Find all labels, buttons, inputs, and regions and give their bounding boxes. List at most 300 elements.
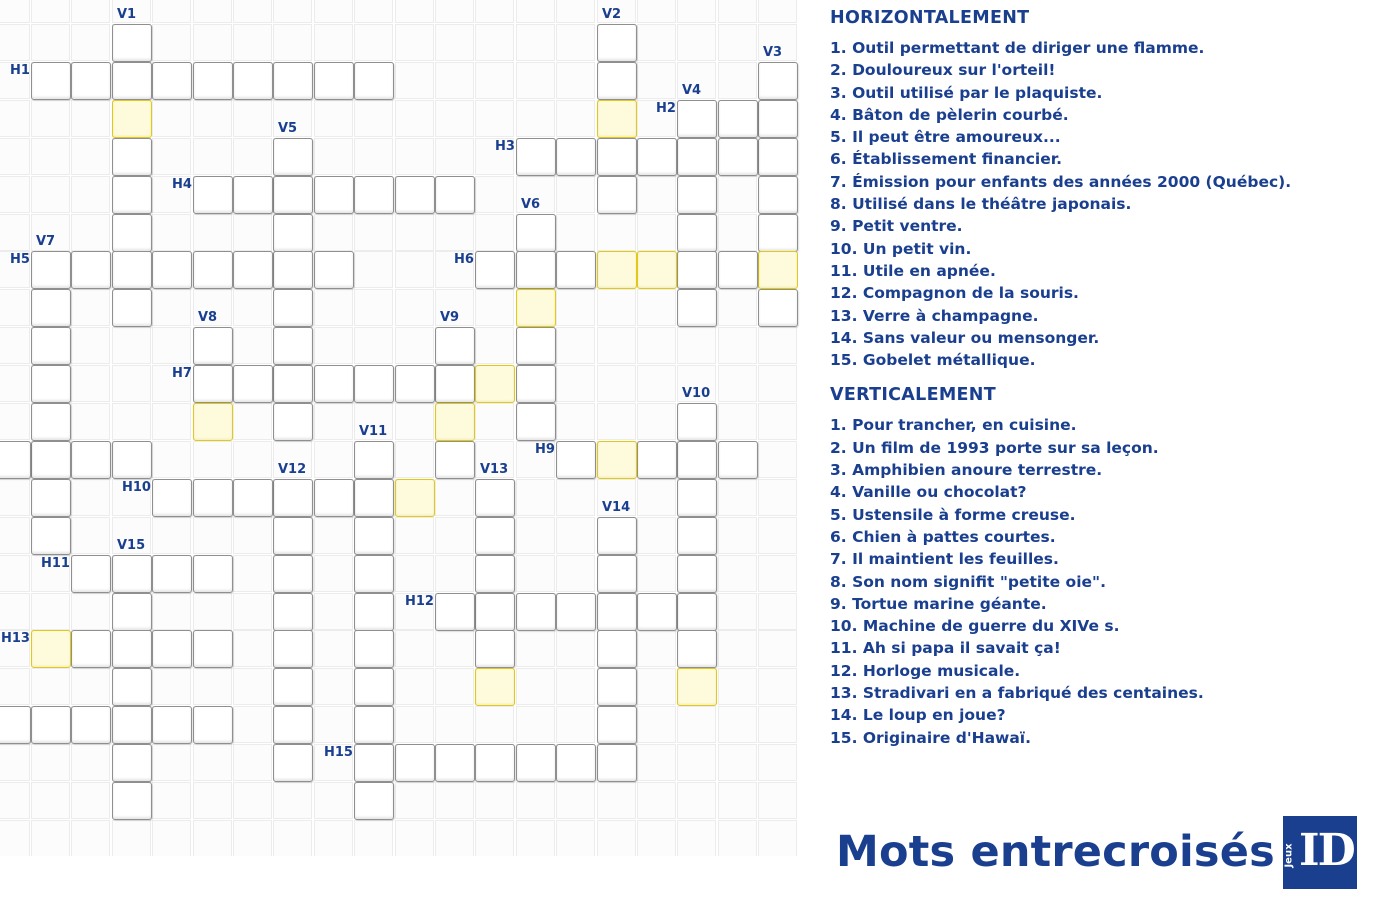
- letter-cell[interactable]: [758, 289, 798, 327]
- letter-cell[interactable]: [233, 62, 273, 100]
- down-clue: 1. Pour trancher, en cuisine.: [830, 416, 1077, 435]
- word-number-label: H10: [122, 480, 151, 495]
- letter-cell[interactable]: [193, 327, 233, 365]
- letter-cell[interactable]: [273, 176, 313, 214]
- grid-background-cell: [314, 593, 353, 630]
- grid-background-cell: [395, 138, 434, 175]
- grid-background-cell: [435, 630, 474, 667]
- across-clue: 12. Compagnon de la souris.: [830, 284, 1079, 303]
- letter-cell[interactable]: [31, 62, 71, 100]
- grid-background-cell: [233, 441, 272, 478]
- grid-background-cell: [273, 820, 312, 856]
- letter-cell[interactable]: [31, 706, 71, 744]
- letter-cell[interactable]: [273, 62, 313, 100]
- grid-background-cell: [152, 820, 191, 856]
- letter-cell[interactable]: [597, 517, 637, 555]
- grid-background-cell: [718, 176, 757, 213]
- letter-cell[interactable]: [112, 668, 152, 706]
- letter-cell[interactable]: [597, 630, 637, 668]
- letter-cell[interactable]: [193, 630, 233, 668]
- highlighted-letter-cell[interactable]: [597, 441, 637, 479]
- letter-cell[interactable]: [354, 62, 394, 100]
- letter-cell[interactable]: [71, 706, 111, 744]
- letter-cell[interactable]: [637, 138, 677, 176]
- grid-background-cell: [758, 820, 797, 856]
- letter-cell[interactable]: [273, 365, 313, 403]
- highlighted-letter-cell[interactable]: [475, 668, 515, 706]
- word-number-label: H3: [495, 139, 515, 154]
- letter-cell[interactable]: [395, 744, 435, 782]
- down-clue: 5. Ustensile à forme creuse.: [830, 505, 1076, 524]
- grid-background-cell: [758, 517, 797, 554]
- grid-background-cell: [395, 62, 434, 99]
- letter-cell[interactable]: [71, 251, 111, 289]
- grid-background-cell: [516, 517, 555, 554]
- letter-cell[interactable]: [152, 555, 192, 593]
- letter-cell[interactable]: [31, 479, 71, 517]
- letter-cell[interactable]: [112, 706, 152, 744]
- letter-cell[interactable]: [475, 744, 515, 782]
- letter-cell[interactable]: [677, 289, 717, 327]
- letter-cell[interactable]: [475, 479, 515, 517]
- letter-cell[interactable]: [273, 251, 313, 289]
- letter-cell[interactable]: [112, 138, 152, 176]
- grid-background-cell: [273, 0, 312, 23]
- grid-background-cell: [395, 214, 434, 251]
- across-clue: 2. Douloureux sur l'orteil!: [830, 61, 1056, 80]
- grid-background-cell: [31, 138, 70, 175]
- letter-cell[interactable]: [516, 214, 556, 252]
- grid-background-cell: [395, 517, 434, 554]
- grid-background-cell: [71, 327, 110, 364]
- grid-background-cell: [718, 214, 757, 251]
- letter-cell[interactable]: [677, 517, 717, 555]
- grid-background-cell: [152, 593, 191, 630]
- grid-background-cell: [71, 403, 110, 440]
- letter-cell[interactable]: [354, 593, 394, 631]
- grid-background-cell: [71, 782, 110, 819]
- grid-background-cell: [475, 24, 514, 61]
- letter-cell[interactable]: [0, 441, 31, 479]
- letter-cell[interactable]: [758, 62, 798, 100]
- letter-cell[interactable]: [314, 365, 354, 403]
- grid-background-cell: [0, 138, 30, 175]
- grid-background-cell: [516, 555, 555, 592]
- letter-cell[interactable]: [193, 176, 233, 214]
- letter-cell[interactable]: [677, 555, 717, 593]
- letter-cell[interactable]: [112, 176, 152, 214]
- highlighted-letter-cell[interactable]: [677, 668, 717, 706]
- grid-background-cell: [273, 782, 312, 819]
- down-clue: 8. Son nom signifit "petite oie".: [830, 572, 1106, 591]
- grid-background-cell: [637, 668, 676, 705]
- word-number-label: H1: [10, 63, 30, 78]
- across-clue: 14. Sans valeur ou mensonger.: [830, 328, 1100, 347]
- letter-cell[interactable]: [0, 706, 31, 744]
- grid-background-cell: [718, 706, 757, 743]
- grid-background-cell: [718, 555, 757, 592]
- grid-background-cell: [233, 100, 272, 137]
- grid-background-cell: [152, 744, 191, 781]
- letter-cell[interactable]: [31, 365, 71, 403]
- letter-cell[interactable]: [395, 365, 435, 403]
- letter-cell[interactable]: [556, 593, 596, 631]
- down-clue: 10. Machine de guerre du XIVe s.: [830, 617, 1120, 636]
- grid-background-cell: [556, 668, 595, 705]
- grid-background-cell: [31, 820, 70, 856]
- across-clue: 5. Il peut être amoureux...: [830, 128, 1061, 147]
- letter-cell[interactable]: [475, 593, 515, 631]
- grid-background-cell: [758, 403, 797, 440]
- letter-cell[interactable]: [597, 176, 637, 214]
- letter-cell[interactable]: [273, 403, 313, 441]
- letter-cell[interactable]: [273, 289, 313, 327]
- letter-cell[interactable]: [152, 251, 192, 289]
- letter-cell[interactable]: [758, 214, 798, 252]
- letter-cell[interactable]: [597, 62, 637, 100]
- letter-cell[interactable]: [597, 668, 637, 706]
- word-number-label: V3: [763, 45, 783, 60]
- letter-cell[interactable]: [273, 668, 313, 706]
- across-clue: 9. Petit ventre.: [830, 217, 963, 236]
- grid-background-cell: [758, 327, 797, 364]
- grid-background-cell: [0, 668, 30, 705]
- letter-cell[interactable]: [273, 706, 313, 744]
- highlighted-letter-cell[interactable]: [31, 630, 71, 668]
- grid-background-cell: [758, 593, 797, 630]
- letter-cell[interactable]: [273, 593, 313, 631]
- letter-cell[interactable]: [516, 593, 556, 631]
- grid-background-cell: [395, 441, 434, 478]
- grid-background-cell: [0, 782, 30, 819]
- grid-background-cell: [193, 24, 232, 61]
- grid-background-cell: [516, 668, 555, 705]
- letter-cell[interactable]: [354, 744, 394, 782]
- letter-cell[interactable]: [273, 744, 313, 782]
- down-clue: 13. Stradivari en a fabriqué des centaines.: [830, 684, 1204, 703]
- letter-cell[interactable]: [31, 251, 71, 289]
- letter-cell[interactable]: [152, 706, 192, 744]
- word-number-label: V6: [521, 197, 541, 212]
- letter-cell[interactable]: [193, 62, 233, 100]
- grid-background-cell: [758, 555, 797, 592]
- grid-background-cell: [0, 365, 30, 402]
- grid-background-cell: [556, 289, 595, 326]
- grid-background-cell: [71, 365, 110, 402]
- down-clue: 3. Amphibien anoure terrestre.: [830, 461, 1103, 480]
- letter-cell[interactable]: [677, 251, 717, 289]
- letter-cell[interactable]: [112, 782, 152, 820]
- letter-cell[interactable]: [112, 62, 152, 100]
- letter-cell[interactable]: [193, 706, 233, 744]
- letter-cell[interactable]: [516, 365, 556, 403]
- highlighted-letter-cell[interactable]: [193, 403, 233, 441]
- letter-cell[interactable]: [71, 62, 111, 100]
- letter-cell[interactable]: [718, 251, 758, 289]
- jeux-id-logo: [1283, 816, 1357, 889]
- letter-cell[interactable]: [718, 138, 758, 176]
- letter-cell[interactable]: [677, 593, 717, 631]
- letter-cell[interactable]: [273, 630, 313, 668]
- letter-cell[interactable]: [112, 24, 152, 62]
- grid-background-cell: [677, 820, 716, 856]
- grid-background-cell: [597, 820, 636, 856]
- grid-background-cell: [435, 820, 474, 856]
- grid-background-cell: [0, 176, 30, 213]
- letter-cell[interactable]: [597, 744, 637, 782]
- letter-cell[interactable]: [273, 327, 313, 365]
- letter-cell[interactable]: [395, 176, 435, 214]
- letter-cell[interactable]: [31, 289, 71, 327]
- letter-cell[interactable]: [31, 327, 71, 365]
- letter-cell[interactable]: [435, 365, 475, 403]
- grid-background-cell: [354, 214, 393, 251]
- letter-cell[interactable]: [71, 441, 111, 479]
- letter-cell[interactable]: [677, 138, 717, 176]
- letter-cell[interactable]: [314, 62, 354, 100]
- grid-background-cell: [758, 441, 797, 478]
- word-number-label: H11: [41, 556, 70, 571]
- letter-cell[interactable]: [152, 62, 192, 100]
- grid-background-cell: [475, 403, 514, 440]
- grid-background-cell: [31, 176, 70, 213]
- letter-cell[interactable]: [193, 479, 233, 517]
- letter-cell[interactable]: [637, 441, 677, 479]
- letter-cell[interactable]: [112, 251, 152, 289]
- letter-cell[interactable]: [354, 782, 394, 820]
- letter-cell[interactable]: [597, 138, 637, 176]
- letter-cell[interactable]: [435, 327, 475, 365]
- letter-cell[interactable]: [273, 555, 313, 593]
- letter-cell[interactable]: [233, 251, 273, 289]
- grid-background-cell: [516, 479, 555, 516]
- letter-cell[interactable]: [31, 517, 71, 555]
- letter-cell[interactable]: [718, 100, 758, 138]
- highlighted-letter-cell[interactable]: [395, 479, 435, 517]
- grid-background-cell: [475, 289, 514, 326]
- letter-cell[interactable]: [112, 214, 152, 252]
- letter-cell[interactable]: [193, 555, 233, 593]
- letter-cell[interactable]: [233, 365, 273, 403]
- letter-cell[interactable]: [233, 479, 273, 517]
- letter-cell[interactable]: [112, 289, 152, 327]
- across-clue: 11. Utile en apnée.: [830, 261, 996, 280]
- grid-background-cell: [395, 289, 434, 326]
- letter-cell[interactable]: [556, 744, 596, 782]
- grid-background-cell: [31, 100, 70, 137]
- letter-cell[interactable]: [435, 176, 475, 214]
- letter-cell[interactable]: [718, 441, 758, 479]
- grid-background-cell: [556, 0, 595, 23]
- grid-background-cell: [718, 327, 757, 364]
- letter-cell[interactable]: [273, 214, 313, 252]
- letter-cell[interactable]: [597, 706, 637, 744]
- letter-cell[interactable]: [273, 517, 313, 555]
- grid-background-cell: [475, 327, 514, 364]
- grid-background-cell: [556, 706, 595, 743]
- letter-cell[interactable]: [314, 251, 354, 289]
- letter-cell[interactable]: [516, 744, 556, 782]
- grid-background-cell: [556, 176, 595, 213]
- highlighted-letter-cell[interactable]: [516, 289, 556, 327]
- letter-cell[interactable]: [475, 517, 515, 555]
- letter-cell[interactable]: [677, 100, 717, 138]
- grid-background-cell: [193, 138, 232, 175]
- letter-cell[interactable]: [516, 138, 556, 176]
- grid-background-cell: [637, 403, 676, 440]
- grid-background-cell: [354, 0, 393, 23]
- letter-cell[interactable]: [233, 176, 273, 214]
- letter-cell[interactable]: [758, 176, 798, 214]
- grid-background-cell: [718, 403, 757, 440]
- clues-panel: [830, 8, 1375, 763]
- grid-background-cell: [516, 706, 555, 743]
- letter-cell[interactable]: [314, 176, 354, 214]
- grid-background-cell: [758, 0, 797, 23]
- across-clue: 4. Bâton de pèlerin courbé.: [830, 105, 1069, 124]
- letter-cell[interactable]: [677, 176, 717, 214]
- letter-cell[interactable]: [435, 441, 475, 479]
- highlighted-letter-cell[interactable]: [597, 100, 637, 138]
- grid-background-cell: [354, 100, 393, 137]
- grid-background-cell: [233, 289, 272, 326]
- letter-cell[interactable]: [193, 251, 233, 289]
- letter-cell[interactable]: [354, 441, 394, 479]
- letter-cell[interactable]: [354, 517, 394, 555]
- letter-cell[interactable]: [475, 251, 515, 289]
- letter-cell[interactable]: [556, 441, 596, 479]
- highlighted-letter-cell[interactable]: [475, 365, 515, 403]
- grid-background-cell: [31, 593, 70, 630]
- grid-background-cell: [718, 744, 757, 781]
- grid-background-cell: [354, 820, 393, 856]
- grid-background-cell: [718, 668, 757, 705]
- grid-background-cell: [0, 289, 30, 326]
- across-clue: 13. Verre à champagne.: [830, 306, 1039, 325]
- letter-cell[interactable]: [516, 251, 556, 289]
- grid-background-cell: [556, 782, 595, 819]
- grid-background-cell: [516, 782, 555, 819]
- highlighted-letter-cell[interactable]: [112, 100, 152, 138]
- grid-background-cell: [152, 327, 191, 364]
- grid-background-cell: [233, 555, 272, 592]
- letter-cell[interactable]: [677, 630, 717, 668]
- letter-cell[interactable]: [516, 327, 556, 365]
- letter-cell[interactable]: [556, 138, 596, 176]
- grid-background-cell: [516, 24, 555, 61]
- letter-cell[interactable]: [475, 630, 515, 668]
- letter-cell[interactable]: [354, 176, 394, 214]
- letter-cell[interactable]: [71, 630, 111, 668]
- letter-cell[interactable]: [152, 630, 192, 668]
- grid-background-cell: [637, 0, 676, 23]
- letter-cell[interactable]: [71, 555, 111, 593]
- grid-background-cell: [0, 555, 30, 592]
- word-number-label: H12: [405, 594, 434, 609]
- grid-background-cell: [435, 555, 474, 592]
- letter-cell[interactable]: [314, 479, 354, 517]
- letter-cell[interactable]: [677, 479, 717, 517]
- grid-background-cell: [152, 403, 191, 440]
- highlighted-letter-cell[interactable]: [637, 251, 677, 289]
- grid-background-cell: [556, 403, 595, 440]
- letter-cell[interactable]: [435, 593, 475, 631]
- grid-background-cell: [395, 820, 434, 856]
- letter-cell[interactable]: [112, 630, 152, 668]
- grid-background-cell: [71, 517, 110, 554]
- grid-background-cell: [395, 706, 434, 743]
- grid-background-cell: [354, 24, 393, 61]
- grid-background-cell: [71, 744, 110, 781]
- grid-background-cell: [475, 0, 514, 23]
- grid-background-cell: [395, 668, 434, 705]
- letter-cell[interactable]: [193, 365, 233, 403]
- letter-cell[interactable]: [31, 403, 71, 441]
- grid-background-cell: [677, 744, 716, 781]
- letter-cell[interactable]: [597, 593, 637, 631]
- grid-background-cell: [193, 782, 232, 819]
- letter-cell[interactable]: [677, 441, 717, 479]
- across-clue: 15. Gobelet métallique.: [830, 351, 1036, 370]
- grid-background-cell: [0, 593, 30, 630]
- letter-cell[interactable]: [354, 365, 394, 403]
- grid-background-cell: [637, 782, 676, 819]
- grid-background-cell: [597, 403, 636, 440]
- highlighted-letter-cell[interactable]: [597, 251, 637, 289]
- highlighted-letter-cell[interactable]: [758, 251, 798, 289]
- letter-cell[interactable]: [354, 630, 394, 668]
- letter-cell[interactable]: [597, 555, 637, 593]
- grid-background-cell: [758, 782, 797, 819]
- down-clue: 11. Ah si papa il savait ça!: [830, 639, 1061, 658]
- letter-cell[interactable]: [31, 441, 71, 479]
- grid-background-cell: [354, 251, 393, 288]
- letter-cell[interactable]: [112, 593, 152, 631]
- letter-cell[interactable]: [273, 138, 313, 176]
- letter-cell[interactable]: [112, 744, 152, 782]
- letter-cell[interactable]: [354, 479, 394, 517]
- word-number-label: H9: [535, 442, 555, 457]
- letter-cell[interactable]: [677, 403, 717, 441]
- letter-cell[interactable]: [556, 251, 596, 289]
- letter-cell[interactable]: [354, 668, 394, 706]
- letter-cell[interactable]: [112, 555, 152, 593]
- across-clue: 6. Établissement financier.: [830, 150, 1063, 169]
- letter-cell[interactable]: [637, 593, 677, 631]
- grid-background-cell: [516, 0, 555, 23]
- highlighted-letter-cell[interactable]: [435, 403, 475, 441]
- letter-cell[interactable]: [354, 706, 394, 744]
- letter-cell[interactable]: [152, 479, 192, 517]
- letter-cell[interactable]: [435, 744, 475, 782]
- word-number-label: H7: [172, 366, 192, 381]
- letter-cell[interactable]: [112, 441, 152, 479]
- letter-cell[interactable]: [273, 479, 313, 517]
- word-number-label: V8: [198, 310, 218, 325]
- letter-cell[interactable]: [516, 403, 556, 441]
- letter-cell[interactable]: [475, 555, 515, 593]
- letter-cell[interactable]: [597, 24, 637, 62]
- letter-cell[interactable]: [354, 555, 394, 593]
- grid-background-cell: [354, 327, 393, 364]
- letter-cell[interactable]: [758, 138, 798, 176]
- logo-small-text: Jeux: [1283, 843, 1295, 868]
- grid-background-cell: [0, 517, 30, 554]
- across-heading: HORIZONTALEMENT: [830, 8, 1030, 28]
- letter-cell[interactable]: [677, 214, 717, 252]
- letter-cell[interactable]: [758, 100, 798, 138]
- across-clue: 8. Utilisé dans le théâtre japonais.: [830, 195, 1132, 214]
